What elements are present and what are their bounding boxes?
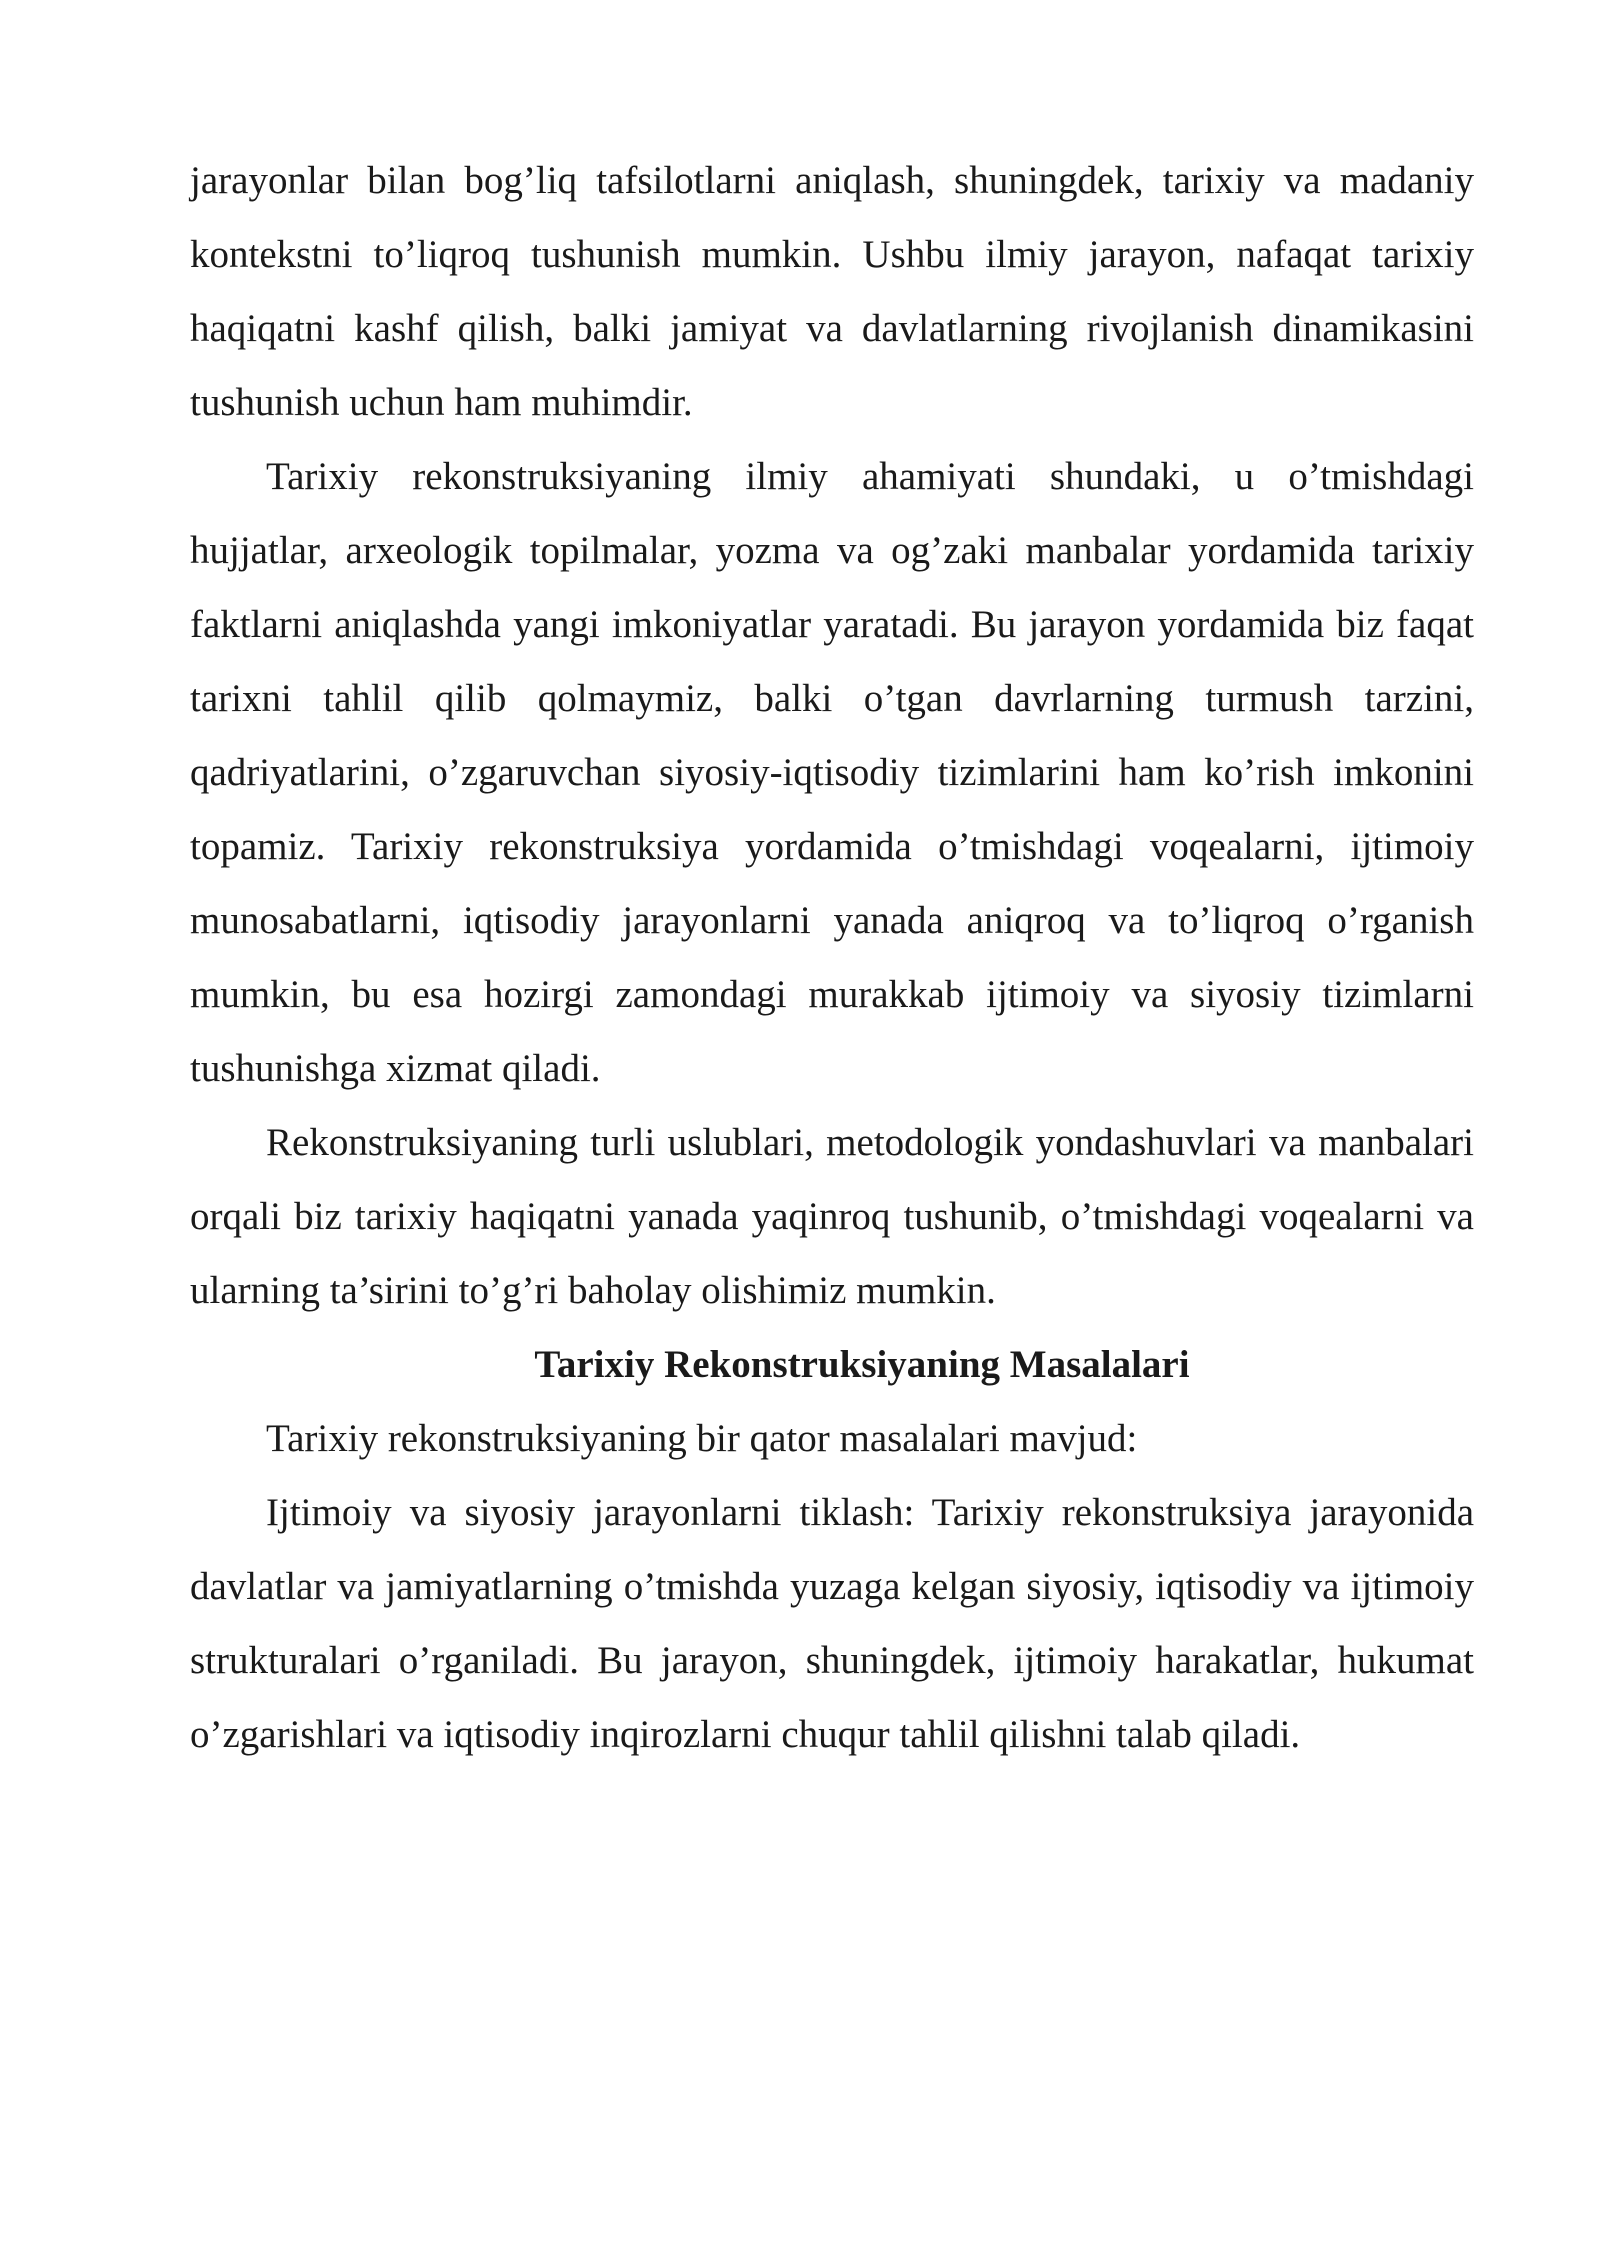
paragraph-intro: Tarixiy rekonstruksiyaning bir qator masalalari mavjud: <box>266 1417 1138 1460</box>
document-body <box>190 144 1474 1772</box>
paragraph-continuation: jarayonlar bilan bog’liq tafsilotlarni aniqlash, shuningdek, tarixiy va madaniy kontekstni to’liqroq tushunish mumkin. Ushbu ilmiy jarayon, nafaqat tarixiy haqiqatni kashf qilish, balki jamiyat va davlatlarning rivojlanish dinamikasini tushunish uchun ham muhimdir. <box>190 159 1474 424</box>
paragraph-methods: Rekonstruksiyaning turli uslublari, metodologik yondashuvlari va manbalari orqali biz tarixiy haqiqatni yanada yaqinroq tushunib, o’tmishdagi voqealarni va ularning ta’sirini to’g’ri baholay olishimiz mumkin. <box>190 1121 1474 1312</box>
section-heading: Tarixiy Rekonstruksiyaning Masalalari <box>534 1343 1190 1386</box>
paragraph-scientific-importance: Tarixiy rekonstruksiyaning ilmiy ahamiyati shundaki, u o’tmishdagi hujjatlar, arxeologik topilmalar, yozma va og’zaki manbalar yordamida tarixiy faktlarni aniqlashda yangi imkoniyatlar yaratadi. Bu jarayon yordamida biz faqat tarixni tahlil qilib qolmaymiz, balki o’tgan davrlarning turmush tarzini, qadriyatlarini, o’zgaruvchan siyosiy-iqtisodiy tizimlarini ham ko’rish imkonini topamiz. Tarixiy rekonstruksiya yordamida o’tmishdagi voqealarni, ijtimoiy munosabatlarni, iqtisodiy jarayonlarni yanada aniqroq va to’liqroq o’rganish mumkin, bu esa hozirgi zamondagi murakkab ijtimoiy va siyosiy tizimlarni tushunishga xizmat qiladi. <box>190 455 1474 1090</box>
paragraph-social-political: Ijtimoiy va siyosiy jarayonlarni tiklash: Tarixiy rekonstruksiya jarayonida davlatlar va jamiyatlarning o’tmishda yuzaga kelgan siyosiy, iqtisodiy va ijtimoiy strukturalari o’rganiladi. Bu jarayon, shuningdek, ijtimoiy harakatlar, hukumat o’zgarishlari va iqtisodiy inqirozlarni chuqur tahlil qilishni talab qiladi. <box>190 1491 1474 1756</box>
